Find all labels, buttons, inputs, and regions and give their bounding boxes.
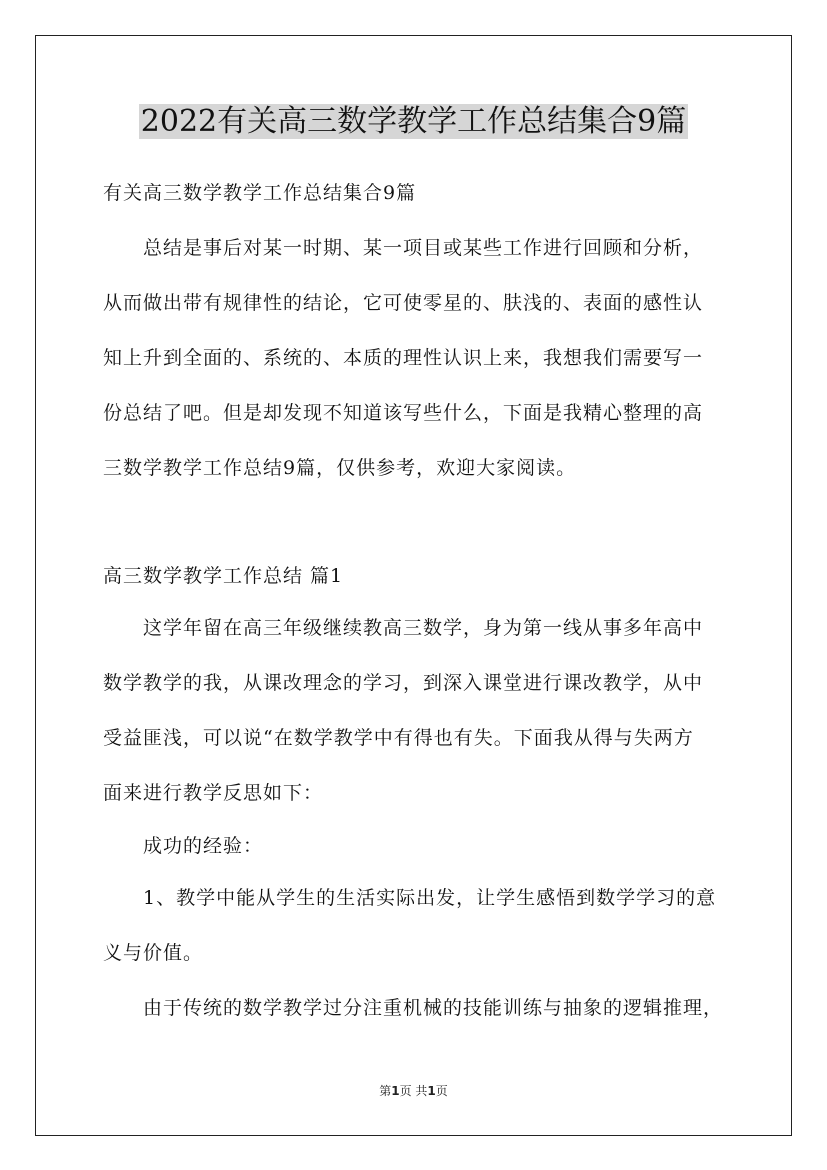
intro-line: 从而做出带有规律性的结论，它可使零星的、肤浅的、表面的感性认 — [103, 292, 704, 314]
document-title — [0, 98, 827, 146]
footer-mid: 页 共 — [399, 1084, 428, 1098]
intro-line: 三数学教学工作总结9篇，仅供参考，欢迎大家阅读。 — [103, 457, 577, 479]
section-line: 这学年留在高三年级继续教高三数学，身为第一线从事多年高中 — [143, 617, 704, 639]
section-heading: 高三数学教学工作总结 篇1 — [103, 565, 344, 587]
section-line: 受益匪浅，可以说“在数学教学中有得也有失。下面我从得与失两方 — [103, 727, 694, 749]
intro-line: 总结是事后对某一时期、某一项目或某些工作进行回顾和分析， — [143, 237, 704, 259]
subtitle: 有关高三数学教学工作总结集合9篇 — [103, 182, 417, 204]
section-line: 面来进行教学反思如下： — [103, 782, 324, 804]
intro-line: 知上升到全面的、系统的、本质的理性认识上来，我想我们需要写一 — [103, 347, 704, 369]
point-line: 1、教学中能从学生的生活实际出发，让学生感悟到数学学习的意 — [143, 887, 717, 909]
footer-prefix: 第 — [379, 1084, 392, 1098]
intro-line: 份总结了吧。但是却发现不知道该写些什么，下面是我精心整理的高 — [103, 402, 704, 424]
body-line: 由于传统的数学教学过分注重机械的技能训练与抽象的逻辑推理， — [143, 997, 724, 1019]
title-text: 2022有关高三数学教学工作总结集合9篇 — [140, 104, 687, 139]
point-line: 义与价值。 — [103, 942, 204, 964]
page-footer — [0, 1082, 827, 1099]
footer-suffix: 页 — [435, 1084, 448, 1098]
footer-total-pages: 1 — [427, 1084, 436, 1098]
section-line: 数学教学的我，从课改理念的学习，到深入课堂进行课改教学，从中 — [103, 672, 704, 694]
footer-page-number: 1 — [391, 1084, 400, 1098]
success-heading: 成功的经验： — [143, 835, 264, 857]
